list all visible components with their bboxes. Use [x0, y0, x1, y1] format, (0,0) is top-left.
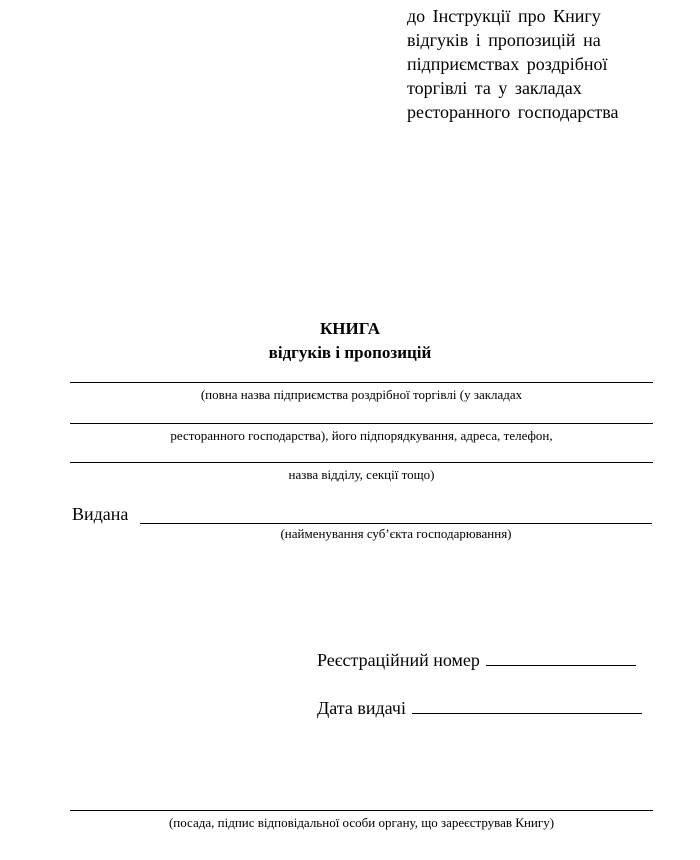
- header-note: [407, 4, 697, 124]
- enterprise-caption-1: (повна назва підприємства роздрібної торгівлі (у закладах: [200, 387, 523, 402]
- enterprise-name-line-3: [70, 462, 653, 463]
- registration-number-label: Реєстраційний номер: [317, 650, 480, 670]
- enterprise-caption-3: назва відділу, секції тощо): [288, 467, 435, 482]
- signature-line: [70, 810, 653, 811]
- document-subtitle: відгуків і пропозицій: [268, 343, 432, 362]
- issue-date-row: [317, 697, 642, 721]
- issued-label: Видана: [72, 504, 129, 524]
- issued-row: [72, 503, 654, 527]
- header-note-line: відгуків і пропозицій на: [407, 30, 601, 50]
- registration-number-row: [317, 649, 636, 673]
- header-note-line: підприємствах роздрібної: [407, 54, 608, 74]
- header-note-line: ресторанного господарства: [407, 102, 619, 122]
- registration-number-blank-line: [486, 649, 636, 666]
- enterprise-name-line-2: [70, 423, 653, 424]
- signature-caption: (посада, підпис відповідальної особи органу, що зареєстрував Книгу): [168, 815, 555, 830]
- issue-date-blank-line: [412, 697, 642, 714]
- header-note-line: торгівлі та у закладах: [407, 78, 582, 98]
- header-note-line: до Інструкції про Книгу: [407, 6, 601, 26]
- enterprise-caption-2: ресторанного господарства), його підпорядкування, адреса, телефон,: [170, 428, 553, 443]
- enterprise-name-line-1: [70, 382, 653, 383]
- issued-caption: (найменування суб’єкта господарювання): [280, 526, 512, 541]
- document-title: КНИГА: [319, 319, 380, 338]
- issued-blank-line: [140, 523, 652, 524]
- issue-date-label: Дата видачі: [317, 698, 406, 718]
